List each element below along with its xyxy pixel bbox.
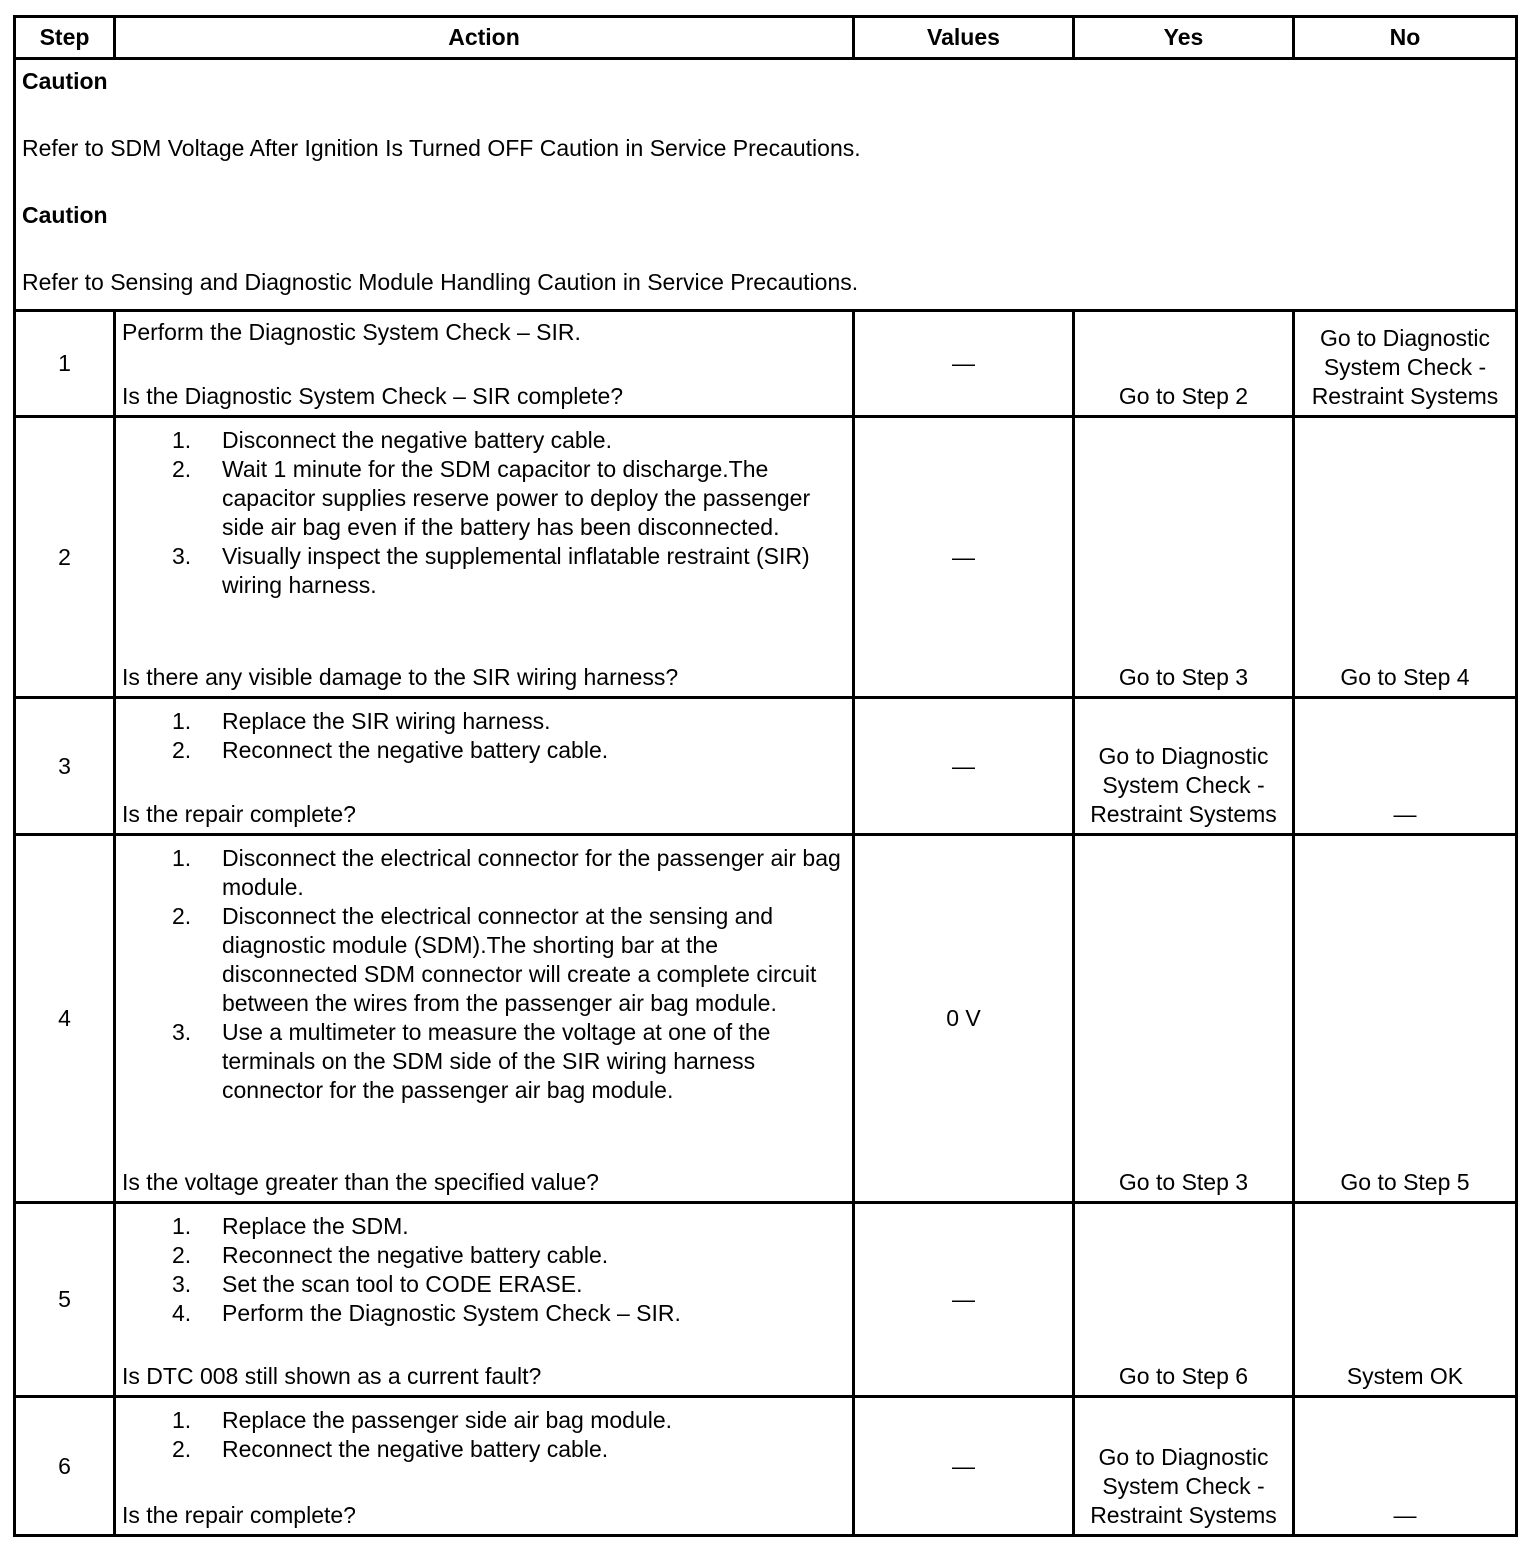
- diagnostic-table: [13, 15, 1518, 1537]
- caution-cell: [15, 59, 1517, 311]
- no-cell: —: [1294, 1397, 1517, 1536]
- list-item-text: Use a multimeter to measure the voltage at one of the terminals on the SDM side of the SIR wiring harness connector for the passenger air bag module.: [222, 1019, 771, 1103]
- yes-cell: Go to Diagnostic System Check - Restraint Systems: [1074, 1397, 1294, 1536]
- action-question: Is the Diagnostic System Check – SIR complete?: [122, 383, 624, 409]
- no-cell: Go to Step 5: [1294, 835, 1517, 1203]
- step-number: 2: [15, 417, 115, 698]
- action-cell: [115, 311, 854, 417]
- action-question: Is the repair complete?: [122, 1502, 356, 1528]
- step-row: [15, 835, 1517, 1203]
- list-item-number: 4.: [172, 1300, 192, 1326]
- action-question: Is the repair complete?: [122, 801, 356, 827]
- header-yes: Yes: [1074, 17, 1294, 59]
- list-item: [172, 707, 846, 736]
- list-item-number: 3.: [172, 1019, 192, 1045]
- header-no: No: [1294, 17, 1517, 59]
- list-item-number: 1.: [172, 1407, 192, 1433]
- list-item: [172, 1018, 846, 1105]
- values-cell: —: [854, 1397, 1074, 1536]
- list-item-number: 2.: [172, 1436, 192, 1462]
- action-question: Is the voltage greater than the specified value?: [122, 1169, 599, 1195]
- action-question: Is DTC 008 still shown as a current fault?: [122, 1363, 542, 1389]
- action-list: [116, 1398, 852, 1464]
- list-item-text: Reconnect the negative battery cable.: [222, 1242, 609, 1268]
- list-item: [172, 1241, 846, 1270]
- list-item-text: Set the scan tool to CODE ERASE.: [222, 1271, 583, 1297]
- header-action: Action: [115, 17, 854, 59]
- list-item-text: Disconnect the negative battery cable.: [222, 427, 612, 453]
- action-list: [116, 699, 852, 765]
- list-item-text: Replace the SDM.: [222, 1213, 409, 1239]
- step-number: 1: [15, 311, 115, 417]
- list-item: [172, 1212, 846, 1241]
- yes-cell: Go to Step 3: [1074, 417, 1294, 698]
- list-item: [172, 844, 846, 902]
- step-number: 6: [15, 1397, 115, 1536]
- caution-title: Caution: [22, 202, 108, 228]
- list-item: [172, 902, 846, 1018]
- yes-cell: Go to Step 2: [1074, 311, 1294, 417]
- action-cell: [115, 417, 854, 698]
- values-cell: —: [854, 698, 1074, 835]
- step-number: 5: [15, 1203, 115, 1397]
- list-item-number: 2.: [172, 737, 192, 763]
- list-item-text: Disconnect the electrical connector for the passenger air bag module.: [222, 845, 841, 900]
- values-cell: —: [854, 311, 1074, 417]
- caution-title: Caution: [22, 68, 108, 94]
- yes-cell: Go to Step 6: [1074, 1203, 1294, 1397]
- step-row: [15, 1397, 1517, 1536]
- list-item-number: 1.: [172, 845, 192, 871]
- header-values: Values: [854, 17, 1074, 59]
- no-cell: Go to Diagnostic System Check - Restraint Systems: [1294, 311, 1517, 417]
- values-cell: —: [854, 1203, 1074, 1397]
- action-lead: Perform the Diagnostic System Check – SIR.: [122, 319, 581, 345]
- list-item-number: 2.: [172, 456, 192, 482]
- action-question: Is there any visible damage to the SIR wiring harness?: [122, 664, 679, 690]
- list-item-number: 2.: [172, 1242, 192, 1268]
- list-item-text: Replace the SIR wiring harness.: [222, 708, 551, 734]
- list-item: [172, 455, 846, 542]
- yes-cell: Go to Diagnostic System Check - Restraint Systems: [1074, 698, 1294, 835]
- action-cell: [115, 1397, 854, 1536]
- no-cell: Go to Step 4: [1294, 417, 1517, 698]
- list-item-number: 3.: [172, 1271, 192, 1297]
- list-item-text: Disconnect the electrical connector at the sensing and diagnostic module (SDM).The shorting bar at the disconnected SDM connector will create a complete circuit between the wires from the passenger air bag module.: [222, 903, 817, 1016]
- list-item-number: 1.: [172, 427, 192, 453]
- step-row: [15, 311, 1517, 417]
- list-item-number: 1.: [172, 1213, 192, 1239]
- caution-text: Refer to Sensing and Diagnostic Module Handling Caution in Service Precautions.: [22, 269, 859, 295]
- action-list: [116, 836, 852, 1105]
- list-item: [172, 736, 846, 765]
- list-item-text: Visually inspect the supplemental inflatable restraint (SIR) wiring harness.: [222, 543, 810, 598]
- list-item-number: 1.: [172, 708, 192, 734]
- list-item-number: 3.: [172, 543, 192, 569]
- values-cell: 0 V: [854, 835, 1074, 1203]
- step-number: 4: [15, 835, 115, 1203]
- caution-text: Refer to SDM Voltage After Ignition Is Turned OFF Caution in Service Precautions.: [22, 135, 861, 161]
- step-row: [15, 698, 1517, 835]
- action-list: [116, 1204, 852, 1328]
- step-number: 3: [15, 698, 115, 835]
- action-cell: [115, 698, 854, 835]
- no-cell: System OK: [1294, 1203, 1517, 1397]
- step-row: [15, 417, 1517, 698]
- caution-row: [15, 59, 1517, 311]
- list-item: [172, 1435, 846, 1464]
- no-cell: —: [1294, 698, 1517, 835]
- list-item-text: Reconnect the negative battery cable.: [222, 737, 609, 763]
- yes-cell: Go to Step 3: [1074, 835, 1294, 1203]
- action-cell: [115, 1203, 854, 1397]
- action-list: [116, 418, 852, 600]
- list-item-text: Wait 1 minute for the SDM capacitor to discharge.The capacitor supplies reserve power to deploy the passenger side air bag even if the battery has been disconnected.: [222, 456, 811, 540]
- header-row: [15, 17, 1517, 59]
- list-item: [172, 1270, 846, 1299]
- list-item: [172, 1299, 846, 1328]
- list-item-text: Replace the passenger side air bag module.: [222, 1407, 673, 1433]
- action-cell: [115, 835, 854, 1203]
- list-item-text: Reconnect the negative battery cable.: [222, 1436, 609, 1462]
- step-row: [15, 1203, 1517, 1397]
- list-item: [172, 426, 846, 455]
- list-item: [172, 542, 846, 600]
- list-item-number: 2.: [172, 903, 192, 929]
- list-item-text: Perform the Diagnostic System Check – SIR.: [222, 1300, 681, 1326]
- header-step: Step: [15, 17, 115, 59]
- values-cell: —: [854, 417, 1074, 698]
- list-item: [172, 1406, 846, 1435]
